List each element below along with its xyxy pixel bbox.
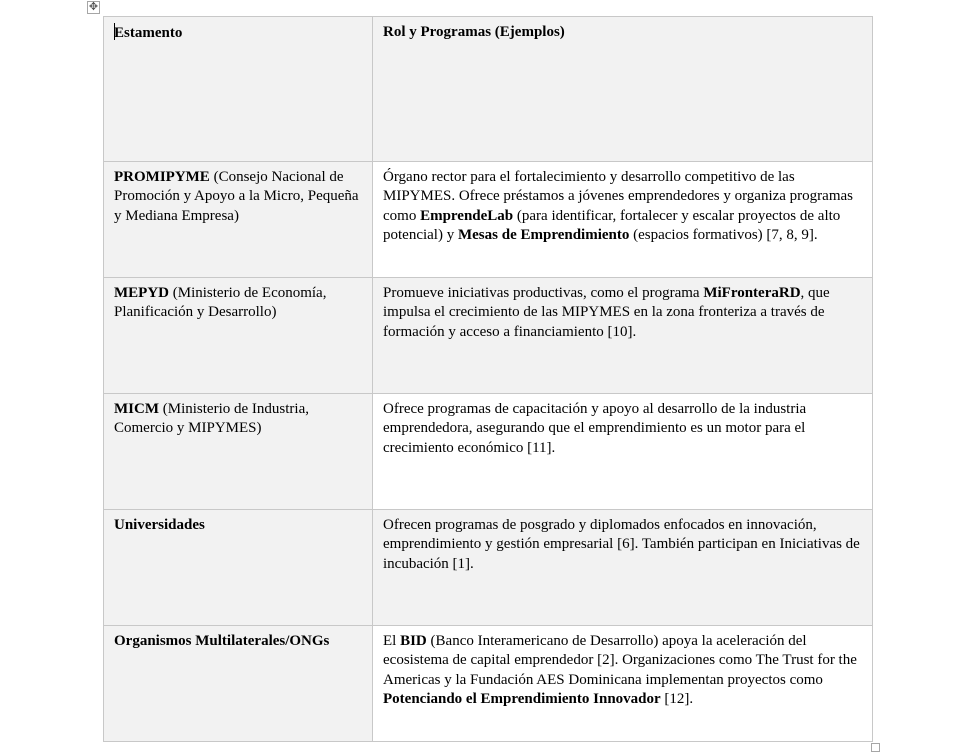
desc-text: (para identificar, fortalecer y escalar proyectos de alto potencial) y: [383, 207, 841, 243]
program-name: Mesas de Emprendimiento: [457, 226, 630, 243]
header-label: Rol y Programas (Ejemplos): [383, 24, 565, 40]
program-name: BID: [400, 633, 427, 649]
entity-name: PROMIPYME: [114, 169, 210, 185]
entity-name: Universidades: [114, 517, 205, 533]
entity-name: Organismos Multilaterales/ONGs: [114, 633, 330, 649]
entity-detail: (Ministerio de Economía, Planificación y Desarrollo): [114, 285, 327, 321]
entity-cell[interactable]: [104, 510, 373, 626]
desc-text: Ofrece programas de capacitación y apoyo al desarrollo de la industria emprendedora, asegurando que el emprendimiento es un motor para el crecimiento económico [11].: [383, 401, 807, 456]
entity-cell[interactable]: [104, 278, 373, 394]
description-cell[interactable]: [373, 278, 873, 394]
program-name: EmprendeLab: [420, 207, 514, 224]
description-cell[interactable]: [373, 626, 873, 742]
desc-text: (Banco Interamericano de Desarrollo) apoya la aceleración del ecosistema de capital emprendedor [2]. Organizaciones como The Trust for the Americas y la Fundación AES Dominicana implementan proyectos como: [383, 633, 857, 688]
table-row: [104, 162, 873, 278]
header-cell-estamento[interactable]: [104, 17, 373, 162]
description-cell[interactable]: [373, 510, 873, 626]
header-label: Estamento: [114, 25, 183, 41]
desc-text: Órgano rector para el fortalecimiento y desarrollo competitivo de las MIPYMES. Ofrece préstamos a jóvenes emprendedores y organiza programas como: [383, 169, 853, 224]
program-name: MiFronteraRD: [703, 285, 801, 301]
entity-cell[interactable]: [104, 162, 373, 278]
entity-detail: (Consejo Nacional de Promoción y Apoyo a la Micro, Pequeña y Mediana Empresa): [114, 169, 359, 224]
desc-text: Promueve iniciativas productivas, como el programa: [383, 285, 704, 301]
entity-name: MICM: [114, 401, 159, 417]
entity-name: MEPYD: [114, 285, 169, 301]
table-move-handle-icon[interactable]: ✥: [88, 1, 99, 13]
table-row: [104, 394, 873, 510]
description-cell[interactable]: [373, 162, 873, 278]
desc-text: , que impulsa el crecimiento de las MIPYMES en la zona fronteriza a través de formación y acceso a financiamiento [10].: [383, 285, 830, 340]
entity-detail: (Ministerio de Industria, Comercio y MIPYMES): [114, 401, 309, 437]
desc-text: El: [383, 633, 401, 649]
desc-text: (espacios formativos) [7, 8, 9].: [629, 226, 818, 243]
description-cell[interactable]: [373, 394, 873, 510]
table-resize-handle[interactable]: [871, 743, 880, 752]
program-name: Potenciando el Emprendimiento Innovador: [383, 690, 661, 707]
desc-text: Ofrecen programas de posgrado y diplomados enfocados en innovación, emprendimiento y gestión empresarial [6]. También participan en Iniciativas de incubación [1].: [383, 517, 860, 572]
table-row: [104, 278, 873, 394]
table-row: [104, 626, 873, 742]
header-cell-rol[interactable]: [373, 17, 873, 162]
table-header-row: [104, 17, 873, 162]
stakeholders-table: [103, 16, 873, 742]
desc-text: [12].: [660, 690, 694, 707]
entity-cell[interactable]: [104, 626, 373, 742]
table-row: [104, 510, 873, 626]
entity-cell[interactable]: [104, 394, 373, 510]
